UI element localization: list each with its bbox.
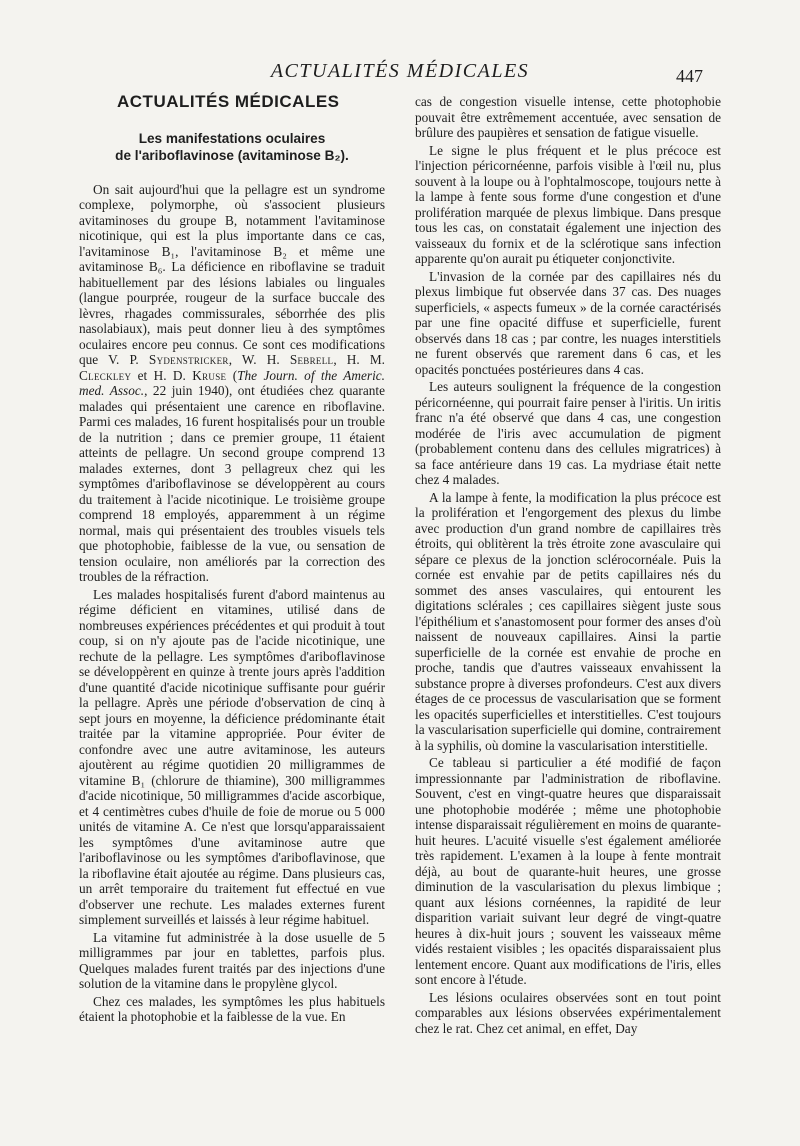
author-name: Sebrell (289, 352, 334, 367)
paragraph-text: On sait aujourd'hui que la pellagre est un syndrome complexe, polymorphe, où s'associent plusieurs avitaminoses du groupe B, notamment l'avitaminose nicotinique, qui est la plus importante dans ce cas, l'avitaminose B₁, l'avitaminose B₂ et même une avitaminose B₆. La déficience en riboflavine se traduit habituellement par des lésions labiales ou linguales (langue pourprée, rougeur de la surface buccale des lèvres, rhagades commissurales, séborrhée des plis nasolabiaux), mais peut donner lieu à des symptômes oculaires encore peu connus. Ce sont ces modifications que V. P. (79, 181, 385, 367)
paragraph (79, 182, 385, 585)
author-separator: et H. D. (131, 367, 193, 383)
paragraph: A la lampe à fente, la modification la plus précoce est la prolifération et l'engorgement des plexus du limbe avec production d'un grand nombre de capillaires très étroits, qui oblitèrent la très étroite zone avasculaire qui sépare ce plexus de la jonction sclérocornéale. Puis la cornée est envahie par de petits capillaires nés du sommet des anses vasculaires, qui entourent les digitations sclérales ; ces capillaires siègent juste sous l'épithélium et s'anastomosent pour former des anses d'où naissent de nouveaux capillaires. Ainsi la partie superficielle de la cornée est envahie de proche en proche, tandis que d'autres vaisseaux envahissent la substance propre à diverses profondeurs. C'est aux divers étages de ce processus de vascularisation que se forment les opacités superficielles et interstitielles. C'est toujours la vascularisation superficielle qui domine, contrairement à la syphilis, où domine la vascularisation interstitielle. (415, 489, 721, 753)
paragraph: cas de congestion visuelle intense, cette photophobie pouvait être extrêmement accentuée, avec sensation de brûlure des paupières et sensation de fatigue visuelle. (415, 94, 721, 140)
author-name: Sydenstricker (148, 352, 229, 367)
article-title (79, 130, 385, 164)
paragraph-text: , 22 juin 1940), ont étudiées chez quarante malades qui présentaient une carence en riboflavine. Parmi ces malades, 16 furent hospitalisés pour un trouble de la nutrition ; dans ce premier groupe, 11 étaient atteints de pellagre. Un second groupe comprend 13 malades externes, dont 3 pellagreux chez qui les symptômes d'ariboflavinose se développèrent au cours du traitement à l'acide nicotinique. Le troisième groupe comprend 18 employés, apparemment à un régime normal, mais qui présentaient des troubles visuels tels que photophobie, faiblesse de la vue, ou sensation de tension oculaire, non améliorés par la correction des troubles de la réfraction. (79, 383, 385, 584)
paragraph: Les malades hospitalisés furent d'abord maintenus au régime déficient en vitamines, utilisé dans de nombreuses expériences précédentes et qui produit à tout coup, si on n'y ajoute pas de l'acide nicotinique, une rechute de la pellagre. Les symptômes d'ariboflavinose se développèrent en quinze à trente jours après l'addition d'une quantité d'acide nicotinique suffisante pour guérir la pellagre. Après une période d'observation de cinq à sept jours en moyenne, la déficience prédominante était traitée par la vitamine appropriée. Pour éviter de confondre avec une autre avitaminose, les auteurs ajoutèrent au régime quotidien 20 milligrammes de vitamine B₁ (chlorure de thiamine), 300 milligrammes d'acide nicotinique, 50 milligrammes d'acide ascorbique, et 4 centimètres cubes d'huile de foie de morue ou 5 000 unités de vitamine A. Ce n'est que lorsqu'apparaissaient les symptômes d'une avitaminose autre que l'ariboflavinose ou les symptômes d'ariboflavinose, que la riboflavine était ajoutée au régime. Dans plusieurs cas, un arrêt temporaire du traitement fut effectué en vue d'observer une rechute. Les malades externes furent simplement surveillés et laissés à leur régime habituel. (79, 586, 385, 927)
paragraph: Les auteurs soulignent la fréquence de la congestion péricornéenne, qui pourrait faire penser à l'iritis. Un iritis franc n'a été observé que dans 4 cas, une congestion modérée de l'iris avec accumulation de pigment (probablement contenu dans des cellules migratrices) à sa face antérieure dans 19 cas. La mydriase était nette chez 4 malades. (415, 379, 721, 487)
right-column (415, 94, 721, 1038)
paragraph: Ce tableau si particulier a été modifié de façon impressionnante par l'administration de riboflavine. Souvent, c'est en vingt-quatre heures que disparaissait une photophobie modérée ; même une photophobie intense disparaissait régulièrement en moins de quarante-huit heures. L'acuité visuelle s'est également améliorée très rapidement. L'examen à la loupe à fente montrait déjà, au bout de quarante-huit heures, une grosse diminution de la vascularisation du plexus limbique ; quant aux lésions cornéennes, la rapidité de leur disparition variait suivant leur degré de vingt-quatre heures à dix-huit jours ; souvent les vaisseaux même vidés restaient visibles ; les opacités disparaissaient plus lentement encore. Quant aux modifications de l'iris, elles sont encore à l'étude. (415, 755, 721, 987)
author-separator: , H. M. (333, 352, 386, 367)
section-title: ACTUALITÉS MÉDICALES (117, 92, 340, 111)
author-name: Kruse (192, 367, 227, 383)
paragraph: Chez ces malades, les symptômes les plus habituels étaient la photophobie et la faiblesse de la vue. En (79, 993, 385, 1024)
citation-open: ( (226, 367, 238, 383)
article-title-line-1: Les manifestations oculaires (138, 130, 326, 146)
paragraph: Le signe le plus fréquent et le plus précoce est l'injection péricornéenne, parfois visible à l'œil nu, plus souvent à la loupe ou à l'ophtalmoscope, toujours nette à la lampe à fente sous forme d'une congestion et d'une prolifération marquée de plexus limbique. Dans presque tous les cas, on constatait également une injection des vaisseaux du fornix et de la sclérotique sans infection apparente qu'on aurait pu étiqueter conjonctivite. (415, 142, 721, 266)
journal-name: The Journ. of the Americ. med. Assoc. (79, 367, 385, 398)
paragraph: La vitamine fut administrée à la dose usuelle de 5 milligrammes par jour en tablettes, parfois plus. Quelques malades furent traités par des injections d'une solution de la vitamine dans le propylène glycol. (79, 929, 385, 991)
paragraph: Les lésions oculaires observées sont en tout point comparables aux lésions observées expérimentalement chez le rat. Chez cet animal, en effet, Day (415, 989, 721, 1036)
running-head: ACTUALITÉS MÉDICALES (270, 60, 530, 82)
paragraph: L'invasion de la cornée par des capillaires nés du plexus limbique fut observée dans 37 cas. Des nuages superficiels, « aspects fumeux » de la cornée caractérisés par une fine opacité diffuse et superficielle, furent observés dans 18 cas ; par contre, les nuages interstitiels ne furent observés que rarement dans 6 cas, et les opacités ponctuées postérieures dans 4 cas. (415, 268, 721, 377)
article-title-line-2: de l'ariboflavinose (avitaminose B₂). (115, 147, 349, 163)
page-number: 447 (676, 66, 703, 86)
author-separator: , W. H. (228, 352, 290, 367)
author-name: Cleckley (79, 367, 132, 383)
left-column (79, 94, 385, 1027)
